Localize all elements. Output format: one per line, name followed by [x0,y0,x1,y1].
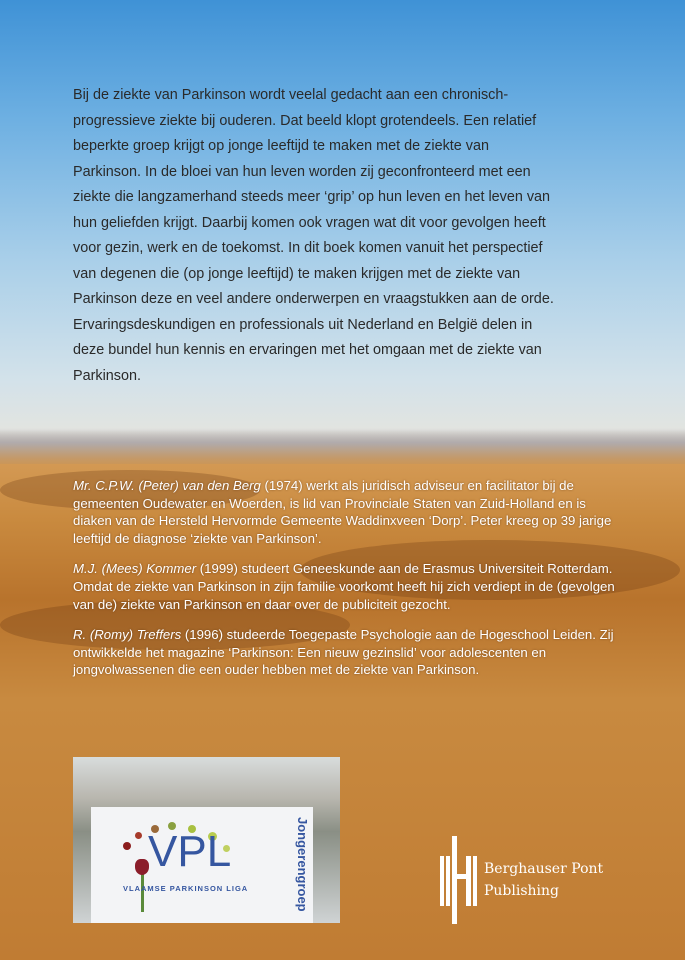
author-bio [73,477,618,547]
blurb-line: van degenen die (op jonge leeftijd) te maken krijgen met de ziekte van [73,265,521,282]
publisher-logo [440,836,603,924]
author-name: R. (Romy) Treffers [73,627,182,643]
blurb-line: progressieve ziekte bij ouderen. Dat beeld klopt grotendeels. Een relatief [73,112,537,129]
vpl-photo [73,757,340,923]
blurb-line: beperkte groep krijgt op jonge leeftijd te maken met de ziekte van [73,138,489,154]
blurb-line: Parkinson. In de bloei van hun leven worden zij geconfronteerd met een [73,163,531,180]
author-description: (1974) werkt als juridisch adviseur en facilitator bij de gemeenten Oudewater en Woerden, is lid van Provinciale Staten van Zuid-Holland en is diaken van de Hersteld Hervormde Gemeente Waddinxveen ‘Dorp’. Peter kreeg op 39 jarige leeftijd de diagnose ‘ziekte van Parkinson’. [73,478,612,546]
blurb-line: Bij de ziekte van Parkinson wordt veelal gedacht aan een chronisch- [73,87,509,103]
blurb-line: deze bundel hun kennis en ervaringen met het omgaan met de ziekte van [73,342,542,358]
author-name: Mr. C.P.W. (Peter) van den Berg [73,478,261,493]
blurb-line: Parkinson. [73,367,141,384]
vpl-logo-text: VPL [148,827,232,876]
blurb-line: voor gezin, werk en de toekomst. In dit boek komen vanuit het perspectief [73,240,543,256]
logo-dot [135,832,142,839]
author-bio [73,560,618,613]
mountain-horizon [0,428,685,464]
author-name: M.J. (Mees) Kommer [73,561,197,577]
blurb-line: Parkinson deze en veel andere onderwerpen en vraagstukken aan de orde. [73,291,554,307]
publisher-name: Berghauser Pont [484,861,604,877]
publisher-name-line2: Publishing [484,883,560,899]
tulip-flower-icon [135,859,149,875]
author-bios [73,477,618,692]
blurb-line: Ervaringsdeskundigen en professionals uit Nederland en België delen in [73,316,533,333]
author-description: (1996) studeerde Toegepaste Psychologie aan de Hogeschool Leiden. Zij ontwikkelde het magazine ‘Parkinson: Een nieuw gezinslid’ voor adolescenten en jongvolwassenen die een ouder hebben met de ziekte van Parkinson. [73,627,614,678]
blurb-text [73,83,613,389]
publisher-bars-icon [440,836,478,924]
blurb-line: ziekte die langzamerhand steeds meer ‘grip’ op hun leven en het leven van [73,189,551,205]
vpl-group-label: Jongerengroep [295,817,310,912]
vpl-org-name: VLAAMSE PARKINSON LIGA [123,884,249,893]
blurb-line: hun geliefden krijgt. Daarbij komen ook vragen wat dit voor gevolgen heeft [73,214,546,231]
author-bio [73,626,618,679]
logo-dot [123,842,131,850]
author-description: (1999) studeert Geneeskunde aan de Erasmus Universiteit Rotterdam. Omdat de ziekte van Parkinson in zijn familie voorkomt heeft hij zich verdiept in de (gevolgen van de) ziekte van Parkinson en daar over de publiciteit gezocht. [73,561,615,612]
